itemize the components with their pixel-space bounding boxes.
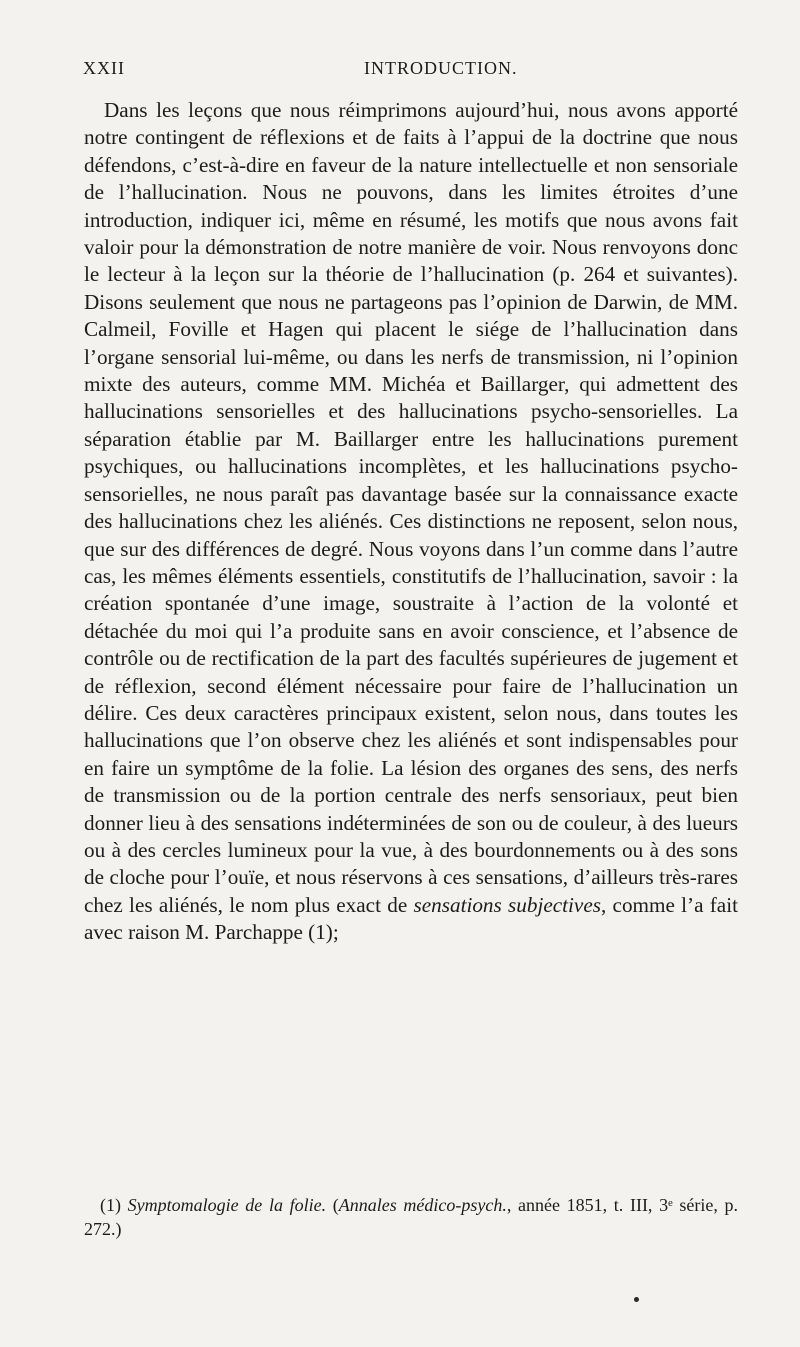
footnote-marker: (1) bbox=[100, 1195, 121, 1215]
footnote-open-paren: ( bbox=[332, 1195, 339, 1215]
running-title: INTRODUCTION. bbox=[364, 58, 518, 78]
paragraph-text: Dans les leçons que nous réimprimons aujourd’hui, nous avons apporté notre contingent de réflexions et de faits à l’appui de la doctrine que nous défendons, c’est-à-dire en faveur de la nature intellectuelle et non sensoriale de l’hallucination. Nous ne pouvons, dans les limites étroites d’une introduction, indiquer ici, même en résumé, les motifs que nous avons fait valoir pour la démonstration de notre manière de voir. Nous renvoyons donc le lecteur à la leçon sur la théorie de l’hallucination (p. 264 et suivantes). Disons seulement que nous ne partageons pas l’opinion de Darwin, de MM. Calmeil, Foville et Hagen qui placent le siége de l’hallucination dans l’organe sensorial lui-même, ou dans les nerfs de transmission, ni l’opinion mixte des auteurs, comme MM. Michéa et Baillarger, qui admettent des hallucinations sensorielles et des hallucinations psycho-sensorielles. La séparation établie par M. Baillarger entre les hallucinations purement psychiques, ou hallucinations incomplètes, et les hallucinations psycho-sensorielles, ne nous paraît pas davantage basée sur la connaissance exacte des hallucinations chez les aliénés. Ces distinctions ne reposent, selon nous, que sur des différences de degré. Nous voyons dans l’un comme dans l’autre cas, les mêmes éléments essentiels, constitutifs de l’hallucination, savoir : la création spontanée d’une image, soustraite à l’action de la volonté et détachée du moi qui l’a produite sans en avoir conscience, et l’absence de contrôle ou de rectification de la part des facultés supérieures de jugement et de réflexion, second élément nécessaire pour faire de l’hallucination un délire. Ces deux caractères principaux existent, selon nous, dans toutes les hallucinations que l’on observe chez les aliénés et sont indispensables pour en faire un symptôme de la folie. La lésion des organes des sens, des nerfs de transmission ou de la portion centrale des nerfs sensoriaux, peut bien donner lieu à des sensations indéterminées de son ou de couleur, à des lueurs ou à des cercles lumineux pour la vue, à des bourdonnements ou à des sons de cloche pour l’ouïe, et nous réservons à ces sensations, d’ailleurs très-rares chez les aliénés, le nom plus exact de bbox=[84, 98, 738, 917]
italic-term: sensations subjectives bbox=[413, 892, 601, 917]
page-header bbox=[0, 58, 800, 88]
footnote-details: , année 1851, t. III, 3ᵉ série, p. 272.) bbox=[84, 1195, 738, 1239]
paragraph bbox=[84, 97, 738, 947]
paragraph-text-end: , comme l’a fait avec raison M. Parchappe (1); bbox=[84, 892, 738, 945]
main-text bbox=[84, 97, 738, 947]
page-number: XXII bbox=[83, 58, 125, 78]
footnote-paragraph bbox=[84, 1193, 738, 1241]
ink-speck bbox=[634, 1297, 639, 1302]
footnote bbox=[84, 1193, 738, 1241]
footnote-journal: Annales médico-psych. bbox=[338, 1195, 507, 1215]
footnote-title: Symptomalogie de la folie. bbox=[127, 1195, 327, 1215]
